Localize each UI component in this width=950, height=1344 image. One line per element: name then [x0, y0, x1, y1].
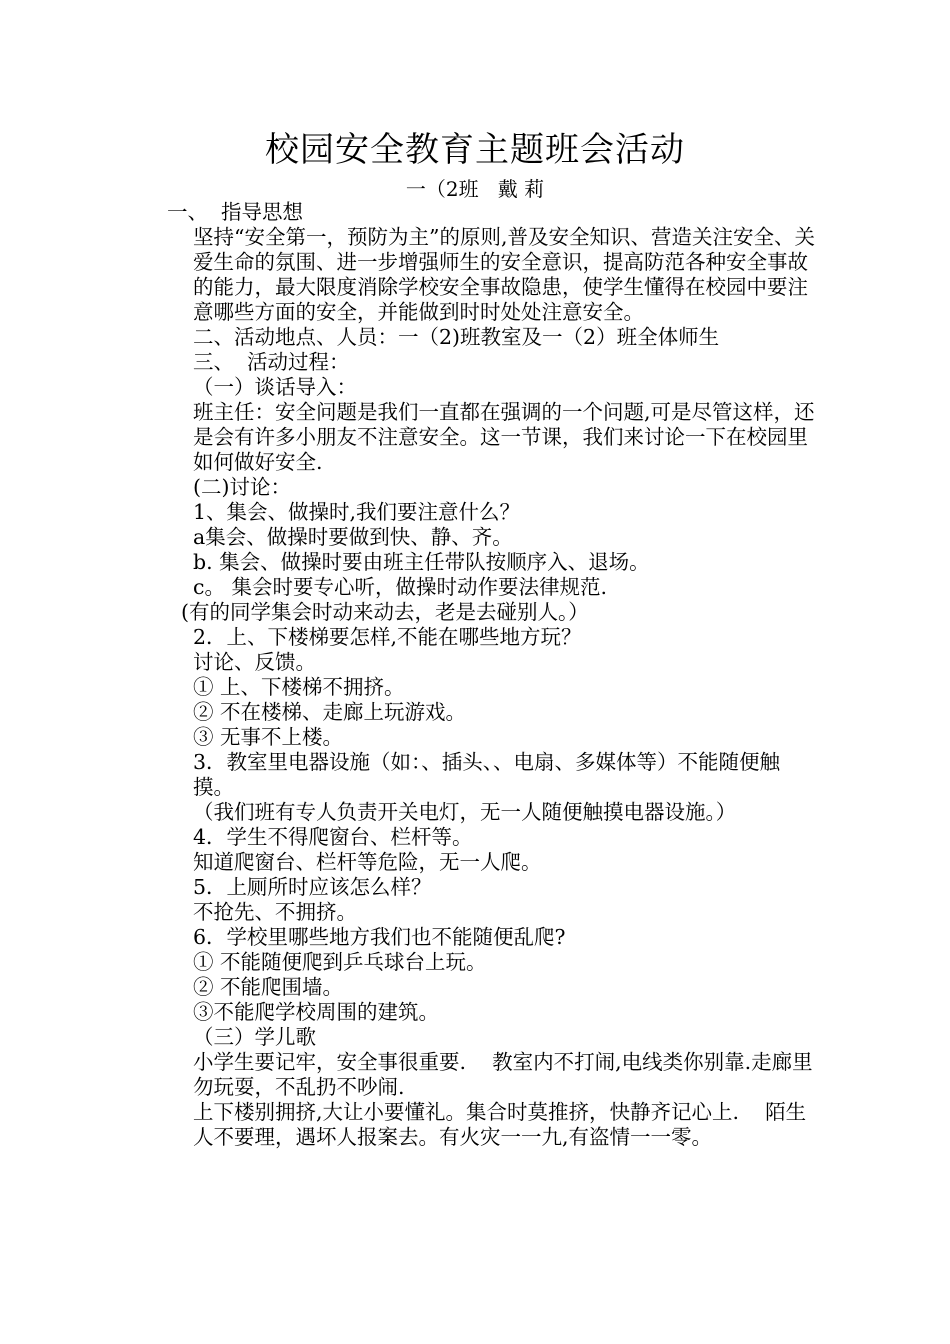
paragraph: 二、活动地点、人员：一（2)班教室及一（2）班全体师生: [193, 325, 720, 349]
paragraph: ② 不在楼梯、走廊上玩游戏。: [193, 700, 467, 724]
paragraph: （一）谈话导入：: [193, 375, 357, 399]
paragraph: 4．学生不得爬窗台、栏杆等。: [193, 825, 473, 849]
paragraph: 2．上、下楼梯要怎样,不能在哪些地方玩？: [193, 625, 582, 649]
paragraph: 小学生要记牢，安全事很重要. 教室内不打闹,电线类你别靠.走廊里勿玩耍，不乱扔不吵闹.: [193, 1050, 813, 1099]
paragraph: 三、 活动过程：: [193, 350, 350, 374]
paragraph: 上下楼别拥挤,大让小要懂礼。集合时莫推挤，快静齐记心上. 陌生人不要理，遇坏人报案去。有火灾一一九,有盗情一一零。: [193, 1100, 807, 1149]
paragraph: 1、集会、做操时,我们要注意什么？: [193, 500, 521, 524]
paragraph: 讨论、反馈。: [193, 650, 316, 674]
paragraph: ① 上、下楼梯不拥挤。: [193, 675, 405, 699]
paragraph: 班主任：安全问题是我们一直都在强调的一个问题,可是尽管这样，还是会有许多小朋友不注意安全。这一节课，我们来讨论一下在校园里如何做好安全.: [193, 400, 815, 474]
paragraph: 知道爬窗台、栏杆等危险，无一人爬。: [193, 850, 542, 874]
document-body: [145, 200, 820, 1150]
paragraph: (有的同学集会时动来动去，老是去碰别人。）: [181, 600, 589, 624]
paragraph: ③不能爬学校周围的建筑。: [193, 1000, 439, 1024]
paragraph: ② 不能爬围墙。: [193, 975, 344, 999]
paragraph: ① 不能随便爬到乒乓球台上玩。: [193, 950, 487, 974]
paragraph: (二)讨论：: [193, 475, 291, 499]
paragraph: b. 集会、做操时要由班主任带队按顺序入、退场。: [193, 550, 650, 574]
paragraph: 5．上厕所时应该怎么样？: [193, 875, 432, 899]
paragraph: （三）学儿歌: [193, 1025, 316, 1049]
paragraph: 一、 指导思想: [167, 200, 304, 224]
paragraph: （我们班有专人负责开关电灯，无一人随便触摸电器设施。）: [193, 800, 737, 824]
paragraph: ③ 无事不上楼。: [193, 725, 344, 749]
paragraph: 不抢先、不拥挤。: [193, 900, 357, 924]
paragraph: 3．教室里电器设施（如：、插头、、电扇、多媒体等）不能随便触摸。: [193, 750, 781, 799]
paragraph: 6．学校里哪些地方我们也不能随便乱爬?: [193, 925, 566, 949]
paragraph: 坚持“安全第一，预防为主”的原则,普及安全知识、营造关注安全、关爱生命的氛围、进一步增强师生的安全意识，提高防范各种安全事故的能力，最大限度消除学校安全事故隐患，使学生懂得在校园中要注意哪些方面的安全，并能做到时时处处注意安全。: [193, 225, 815, 324]
paragraph: c。 集会时要专心听，做操时动作要法律规范.: [193, 575, 608, 599]
document-title: 校园安全教育主题班会活动: [265, 130, 685, 170]
paragraph: a集会、做操时要做到快、静、齐。: [193, 525, 513, 549]
document-subtitle: 一（2班 戴 莉: [405, 177, 545, 201]
